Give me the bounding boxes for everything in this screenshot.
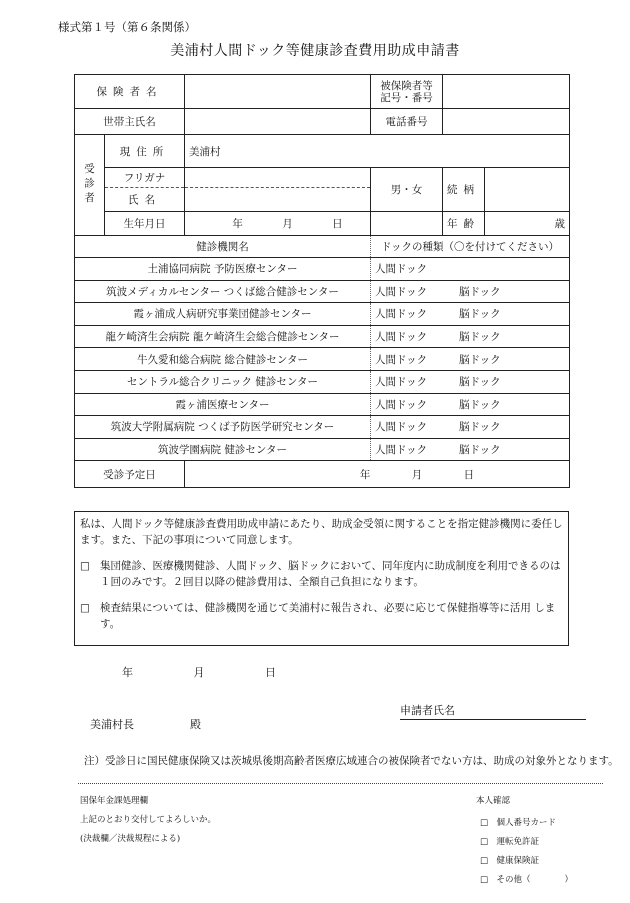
dock-type-options bbox=[371, 370, 570, 393]
eligibility-note: 注）受診日に国民健康保険又は茨城県後期高齢者医療広域連合の被保険者でない方は、助成の対象外となります。 bbox=[84, 755, 619, 767]
household-head-label: 世帯主氏名 bbox=[75, 109, 185, 135]
checkbox-2[interactable]: □ bbox=[80, 602, 90, 614]
institution-name: 筑波メディカルセンター つくば総合健診センター bbox=[75, 280, 371, 303]
dock-type-options bbox=[371, 348, 570, 371]
institution-name: セントラル総合クリニック 健診センター bbox=[75, 370, 371, 393]
application-day: 日 bbox=[265, 666, 276, 679]
birthdate-input[interactable] bbox=[185, 212, 371, 236]
furigana-input[interactable] bbox=[185, 168, 371, 188]
furigana-label: フリガナ bbox=[105, 168, 185, 188]
household-head-input[interactable] bbox=[185, 109, 371, 135]
institution-list bbox=[75, 258, 570, 461]
institution-row bbox=[75, 348, 570, 371]
consent-item-2 bbox=[80, 600, 563, 632]
age-unit: 歳 bbox=[554, 218, 565, 230]
insured-number-input[interactable] bbox=[443, 75, 570, 109]
human-dock-option[interactable]: 人間ドック bbox=[375, 353, 428, 366]
birthdate-input-cont[interactable] bbox=[371, 212, 443, 236]
insured-number-label-line2: 記号・番号 bbox=[380, 91, 433, 104]
dock-type-options bbox=[371, 303, 570, 326]
office-title: 国保年金課処理欄 bbox=[80, 796, 149, 806]
cut-line bbox=[78, 783, 603, 784]
exam-date-day: 日 bbox=[463, 468, 475, 481]
relation-input[interactable] bbox=[485, 168, 570, 212]
applicant-name-field[interactable] bbox=[400, 702, 586, 720]
dock-type-options bbox=[371, 393, 570, 416]
identity-check-section bbox=[476, 792, 573, 890]
brain-dock-option[interactable]: 脳ドック bbox=[459, 444, 501, 457]
office-line-2: (決裁欄／決裁規程による) bbox=[80, 834, 181, 844]
institution-name: 筑波大学附属病院 つくば予防医学研究センター bbox=[75, 416, 371, 439]
mayor-suffix: 殿 bbox=[190, 718, 201, 731]
office-processing-section bbox=[80, 792, 216, 849]
address-input[interactable]: 美浦村 bbox=[185, 135, 570, 168]
human-dock-option[interactable]: 人間ドック bbox=[375, 421, 428, 434]
institution-name: 霞ヶ浦医療センター bbox=[75, 393, 371, 416]
application-year: 年 bbox=[122, 666, 133, 679]
brain-dock-option[interactable]: 脳ドック bbox=[459, 398, 501, 411]
consent-item-2-text: 検査結果については、健診機関を通じて美浦村に報告され、必要に応じて保健指導等に活用 します。 bbox=[100, 602, 556, 630]
human-dock-option[interactable]: 人間ドック bbox=[375, 331, 428, 344]
insured-number-label bbox=[371, 75, 443, 109]
application-month: 月 bbox=[193, 666, 205, 679]
mayor-label: 美浦村長 bbox=[90, 718, 134, 731]
brain-dock-option[interactable]: 脳ドック bbox=[459, 376, 501, 389]
examinee-section-label: 受診者 bbox=[75, 135, 105, 236]
application-date[interactable] bbox=[122, 664, 333, 680]
office-line-1: 上記のとおり交付してよろしいか。 bbox=[80, 815, 217, 825]
human-dock-option[interactable]: 人間ドック bbox=[375, 263, 428, 276]
human-dock-option[interactable]: 人間ドック bbox=[375, 398, 428, 411]
exam-date-label: 受診予定日 bbox=[75, 461, 185, 488]
identity-check-title: 本人確認 bbox=[476, 796, 511, 806]
application-table bbox=[74, 74, 570, 488]
insured-number-label-line1: 被保険者等 bbox=[380, 79, 433, 92]
relation-label: 続柄 bbox=[443, 168, 485, 212]
institution-row bbox=[75, 280, 570, 303]
human-dock-option[interactable]: 人間ドック bbox=[375, 285, 428, 298]
dock-type-options bbox=[371, 416, 570, 439]
identity-item[interactable]: □ 運転免許証 bbox=[480, 837, 540, 847]
consent-item-1-text: 集団健診、医療機関健診、人間ドック、脳ドックにおいて、同年度内に助成制度を利用できるのは１回のみです。２回目以降の健診費用は、全額自己負担になります。 bbox=[100, 560, 561, 588]
human-dock-option[interactable]: 人間ドック bbox=[375, 444, 428, 457]
institution-row bbox=[75, 438, 570, 461]
identity-item[interactable]: □ その他（ ） bbox=[480, 875, 574, 885]
institution-row bbox=[75, 258, 570, 281]
institution-name: 土浦協同病院 予防医療センター bbox=[75, 258, 371, 281]
brain-dock-option[interactable]: 脳ドック bbox=[459, 308, 501, 321]
applicant-name-label: 申請者氏名 bbox=[400, 704, 455, 717]
institution-name: 龍ケ崎済生会病院 龍ケ崎済生会総合健診センター bbox=[75, 325, 371, 348]
dock-type-options bbox=[371, 280, 570, 303]
dock-type-options bbox=[371, 438, 570, 461]
brain-dock-option[interactable]: 脳ドック bbox=[459, 353, 501, 366]
consent-box bbox=[74, 511, 569, 646]
consent-item-1 bbox=[80, 558, 563, 590]
institution-name: 筑波学園病院 健診センター bbox=[75, 438, 371, 461]
insurer-row bbox=[75, 75, 570, 109]
address-row bbox=[75, 135, 570, 168]
birthdate-row bbox=[75, 212, 570, 236]
institution-name-header: 健診機関名 bbox=[75, 236, 371, 258]
name-label: 氏名 bbox=[105, 188, 185, 212]
exam-date-row bbox=[75, 461, 570, 488]
human-dock-option[interactable]: 人間ドック bbox=[375, 376, 428, 389]
dock-type-options bbox=[371, 325, 570, 348]
checkbox-1[interactable]: □ bbox=[80, 560, 90, 572]
furigana-row bbox=[75, 168, 570, 188]
birthdate-label: 生年月日 bbox=[105, 212, 185, 236]
phone-input[interactable] bbox=[443, 109, 570, 135]
institution-name: 牛久愛和総合病院 総合健診センター bbox=[75, 348, 371, 371]
insurer-label: 保険者名 bbox=[75, 75, 185, 109]
age-label: 年齢 bbox=[443, 212, 485, 236]
institution-row bbox=[75, 416, 570, 439]
birthdate-year: 年 bbox=[232, 218, 243, 230]
identity-item[interactable]: □ 健康保険証 bbox=[480, 856, 540, 866]
exam-date-input[interactable] bbox=[185, 461, 570, 488]
form-number: 様式第１号（第６条関係） bbox=[58, 20, 196, 34]
institution-row bbox=[75, 393, 570, 416]
institution-row bbox=[75, 370, 570, 393]
consent-intro: 私は、人間ドック等健康診査費用助成申請にあたり、助成金受領に関することを指定健診機関に委任します。また、下記の事項について同意します。 bbox=[80, 518, 563, 546]
household-row bbox=[75, 109, 570, 135]
dock-type-header: ドックの種類（〇を付けてください） bbox=[371, 236, 570, 258]
institution-name: 霞ヶ浦成人病研究事業団健診センター bbox=[75, 303, 371, 326]
brain-dock-option[interactable]: 脳ドック bbox=[459, 331, 501, 344]
birthdate-month: 月 bbox=[282, 218, 293, 230]
addressee bbox=[90, 716, 201, 732]
institution-header-row bbox=[75, 236, 570, 258]
form-title: 美浦村人間ドック等健康診査費用助成申請書 bbox=[170, 43, 460, 59]
institution-row bbox=[75, 303, 570, 326]
human-dock-option[interactable]: 人間ドック bbox=[375, 308, 428, 321]
phone-label: 電話番号 bbox=[371, 109, 443, 135]
birthdate-day: 日 bbox=[332, 218, 343, 230]
address-label: 現住所 bbox=[105, 135, 185, 168]
dock-type-options bbox=[371, 258, 570, 281]
gender-select[interactable]: 男・女 bbox=[371, 168, 443, 212]
age-input[interactable] bbox=[485, 212, 570, 236]
insurer-input[interactable] bbox=[185, 75, 371, 109]
exam-date-month: 月 bbox=[411, 468, 423, 481]
institution-row bbox=[75, 325, 570, 348]
name-input[interactable] bbox=[185, 188, 371, 212]
brain-dock-option[interactable]: 脳ドック bbox=[459, 421, 501, 434]
identity-item[interactable]: □ 個人番号カード bbox=[480, 818, 557, 828]
brain-dock-option[interactable]: 脳ドック bbox=[459, 285, 501, 298]
exam-date-year: 年 bbox=[359, 468, 371, 481]
